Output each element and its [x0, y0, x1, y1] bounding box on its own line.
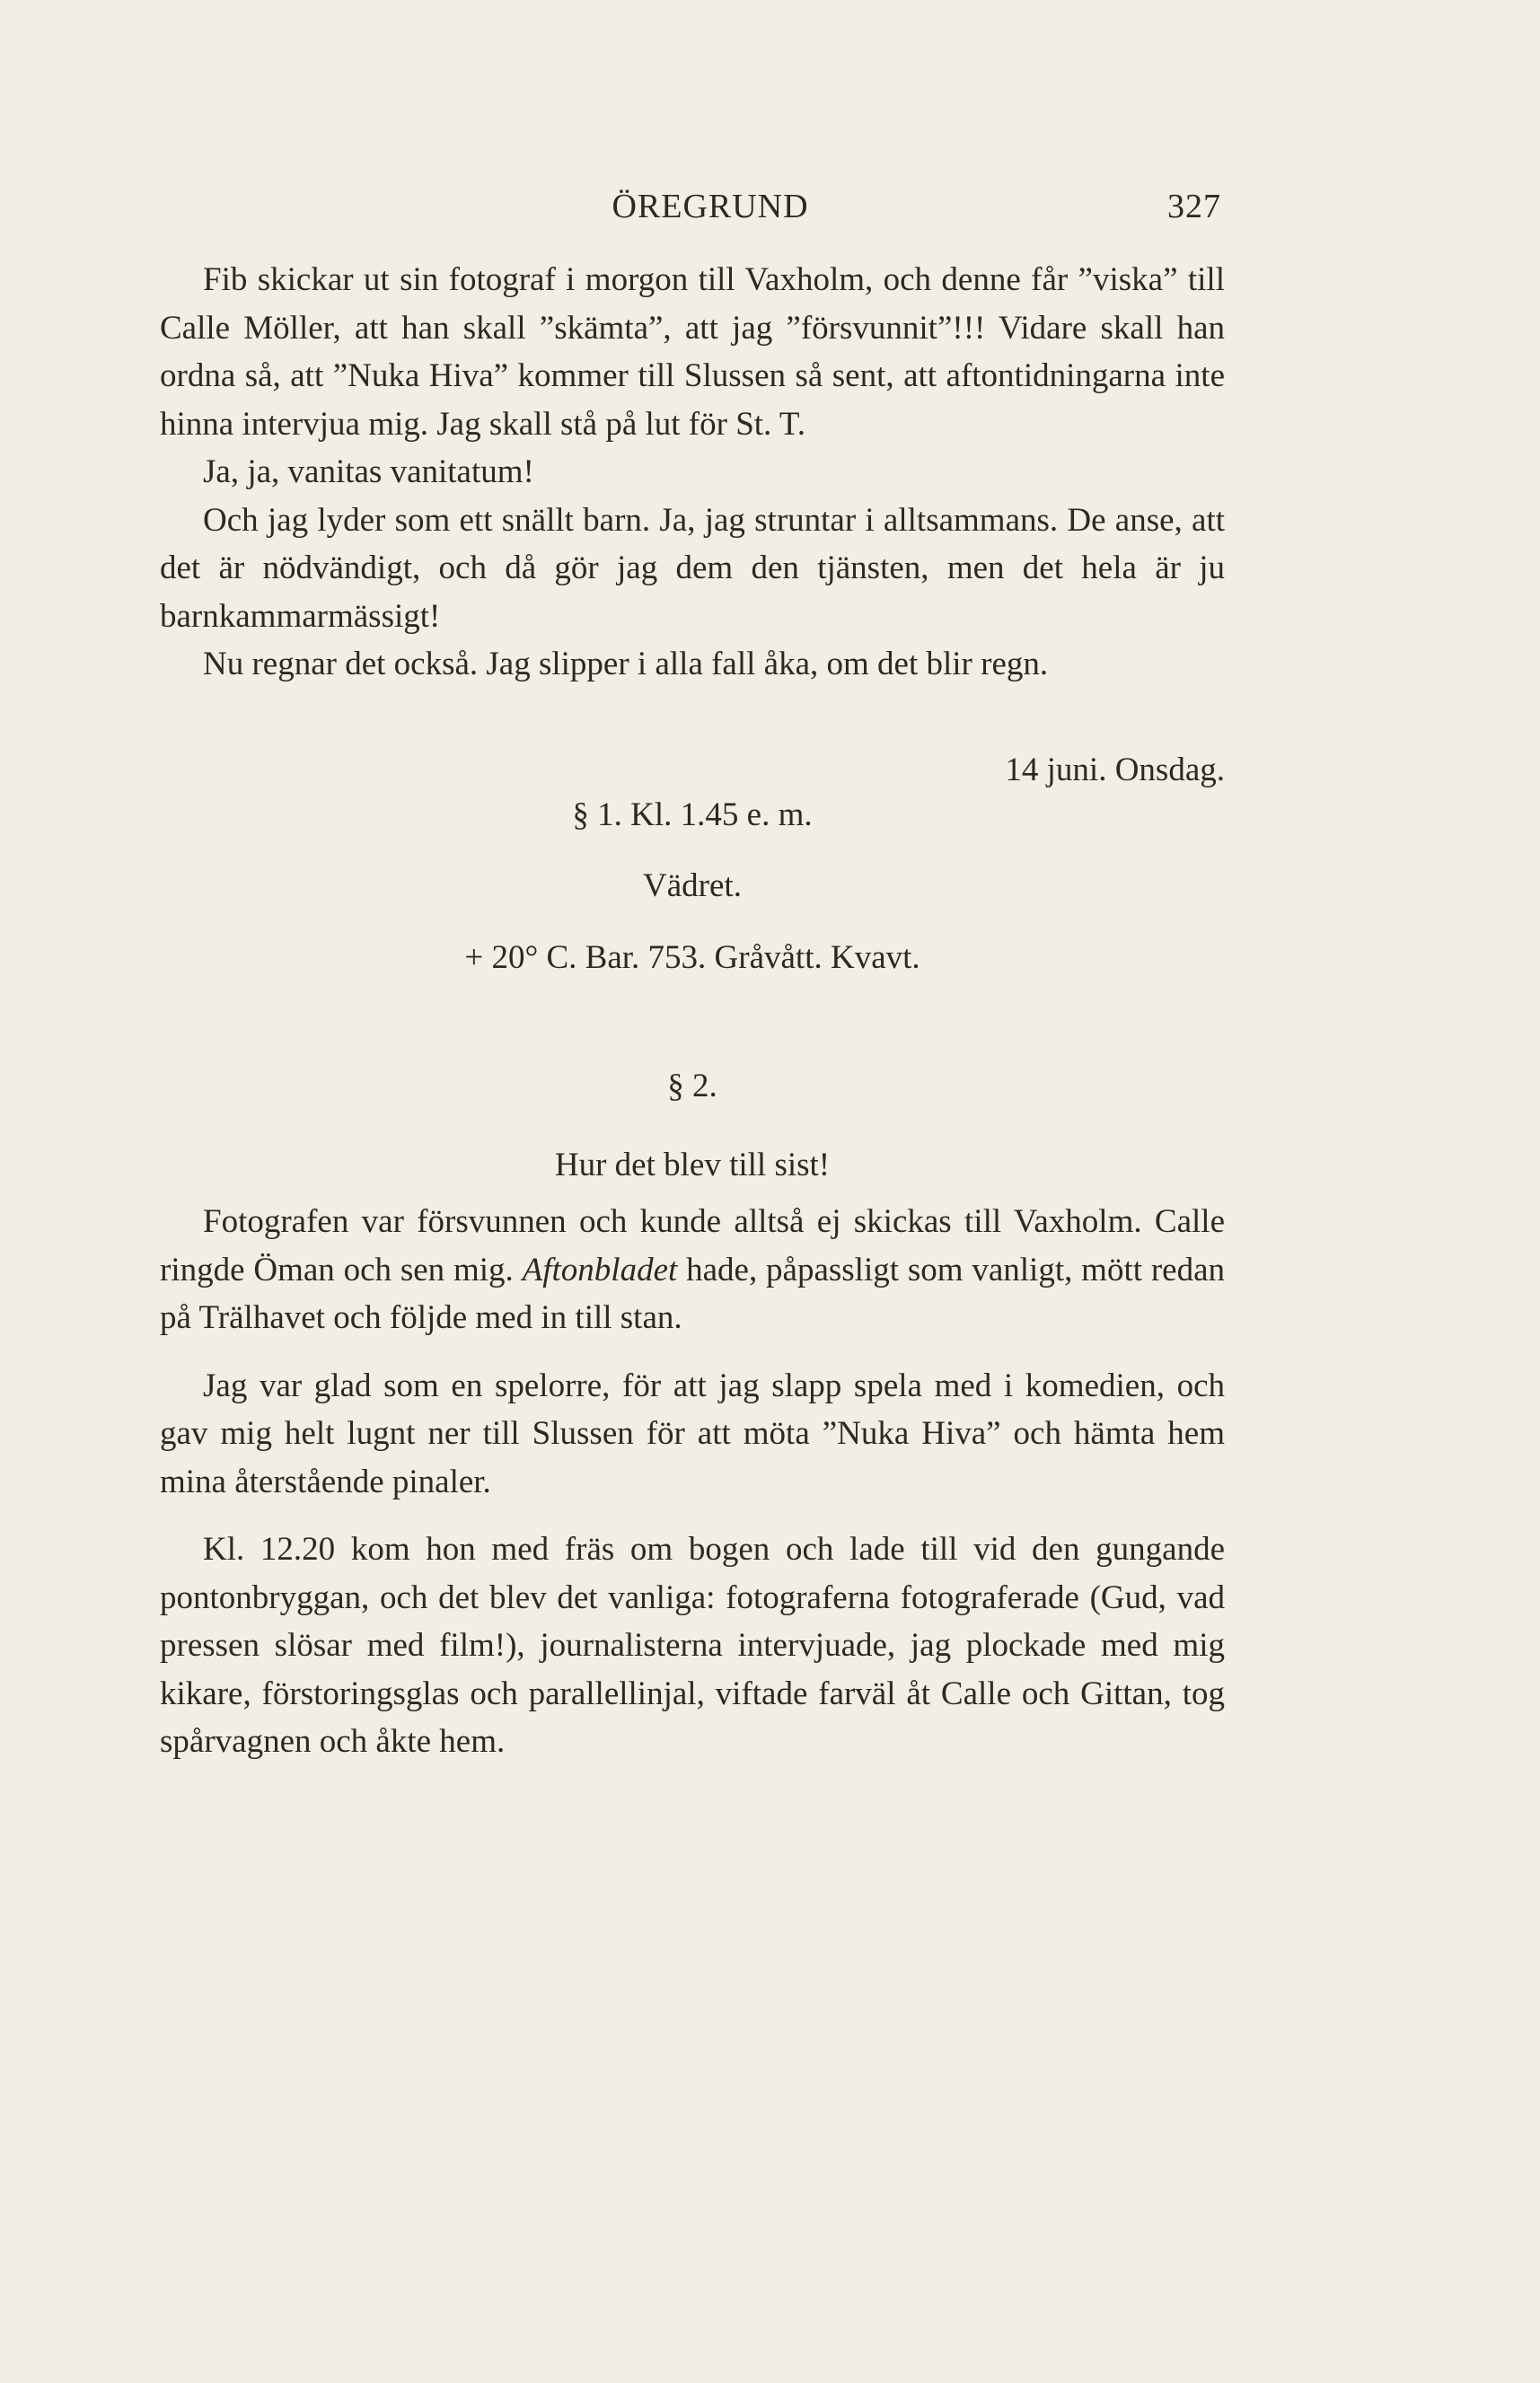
- running-title: ÖREGRUND: [612, 188, 809, 225]
- section-2-heading: § 2.: [667, 1068, 717, 1104]
- newspaper-name: Aftonbladet: [522, 1251, 678, 1288]
- paragraph-fotografen-end: hade, påpassligt som vanligt, mött redan på Trälhavet och följde med in till stan.: [160, 1251, 1225, 1336]
- section-1-heading: § 1. Kl. 1.45 e. m.: [572, 796, 813, 833]
- weather-line: + 20° C. Bar. 753. Gråvått. Kvavt.: [464, 938, 920, 976]
- section-2-title: Hur det blev till sist!: [554, 1146, 831, 1183]
- paragraph-spelorre: Jag var glad som en spelorre, för att jag slapp spela med i komedien, och gav mig helt lugnt ner till Slussen för att möta ”Nuka Hiva” och hämta hem mina återstående pinaler.: [160, 1367, 1225, 1500]
- paragraph-kl-1220: Kl. 12.20 kom hon med fräs om bogen och lade till vid den gungande pontonbryggan, och det blev det vanliga: fotograferna fotograferade (Gud, vad pressen slösar med film!), journalisterna intervjuade, jag plockade med mig kikare, förstoringsglas och parallellinjal, viftade farväl åt Calle och Gittan, tog spårvagnen och åkte hem.: [160, 1531, 1225, 1760]
- paragraph-fotografen: [160, 1198, 1225, 1342]
- weather-heading: Vädret.: [643, 867, 742, 904]
- paragraph-lyder: Och jag lyder som ett snällt barn. Ja, jag struntar i alltsammans. De anse, att det är nödvändigt, och då gör jag dem den tjänsten, men det hela är ju barnkammarmässigt!: [160, 501, 1225, 635]
- paragraph-regnar: Nu regnar det också. Jag slipper i alla fall åka, om det blir regn.: [203, 646, 1049, 682]
- page-header: [199, 187, 1221, 232]
- entry-date: 14 juni. Onsdag.: [1005, 751, 1225, 788]
- paragraph-fib: Fib skickar ut sin fotograf i morgon till Vaxholm, och denne får ”viska” till Calle Möller, att han skall ”skämta”, att jag ”försvunnit”!!! Vidare skall han ordna så, att ”Nuka Hiva” kommer till Slussen så sent, att aftontidningarna inte hinna intervjua mig. Jag skall stå på lut för St. T.: [160, 261, 1225, 443]
- paragraph-vanitas: Ja, ja, vanitas vanitatum!: [203, 453, 534, 490]
- page-number: 327: [1167, 188, 1221, 225]
- paragraph-fotografen-start: Fotografen var försvunnen och kunde alltså ej skickas till Vaxholm. Calle ringde Öman och sen mig.: [160, 1203, 1225, 1288]
- page-body: [160, 256, 1225, 1766]
